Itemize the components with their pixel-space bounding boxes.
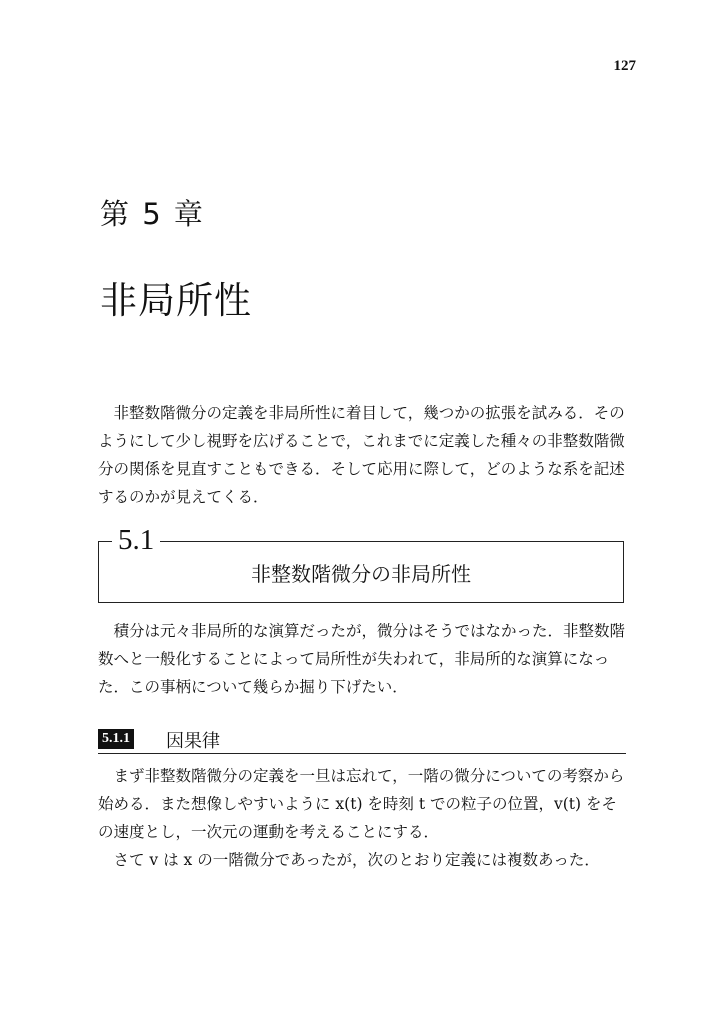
chapter-label: 第 5 章 <box>100 197 205 231</box>
subsection-title: 因果律 <box>166 731 220 752</box>
chapter-title: 非局所性 <box>100 279 252 322</box>
section-title: 非整数階微分の非局所性 <box>251 562 471 586</box>
intro-paragraph: 非整数階微分の定義を非局所性に着目して，幾つかの拡張を試みる．そのようにして少し視野を広げることで，これまでに定義した種々の非整数階微分の関係を見直すこともできる．そして応用に際して，どのような系を記述するのかが見えてくる． <box>98 404 625 506</box>
subsection-number: 5.1.1 <box>98 729 134 749</box>
subsection-paragraph-2: さて v は x の一階微分であったが，次のとおり定義には複数あった． <box>113 851 600 869</box>
subsection-paragraph-1: まず非整数階微分の定義を一旦は忘れて，一階の微分についての考察から始める．また想像しやすいように x(t) を時刻 t での粒子の位置，v(t) をその速度とし，一次元の運動を考えることにする． <box>98 767 625 841</box>
subsection-heading <box>98 727 626 754</box>
section-paragraph: 積分は元々非局所的な演算だったが，微分はそうではなかった．非整数階数へと一般化することによって局所性が失われて，非局所的な演算になった．この事柄について幾らか掘り下げたい． <box>98 622 626 696</box>
section-number: 5.1 <box>112 524 160 557</box>
page-number: 127 <box>613 58 636 74</box>
